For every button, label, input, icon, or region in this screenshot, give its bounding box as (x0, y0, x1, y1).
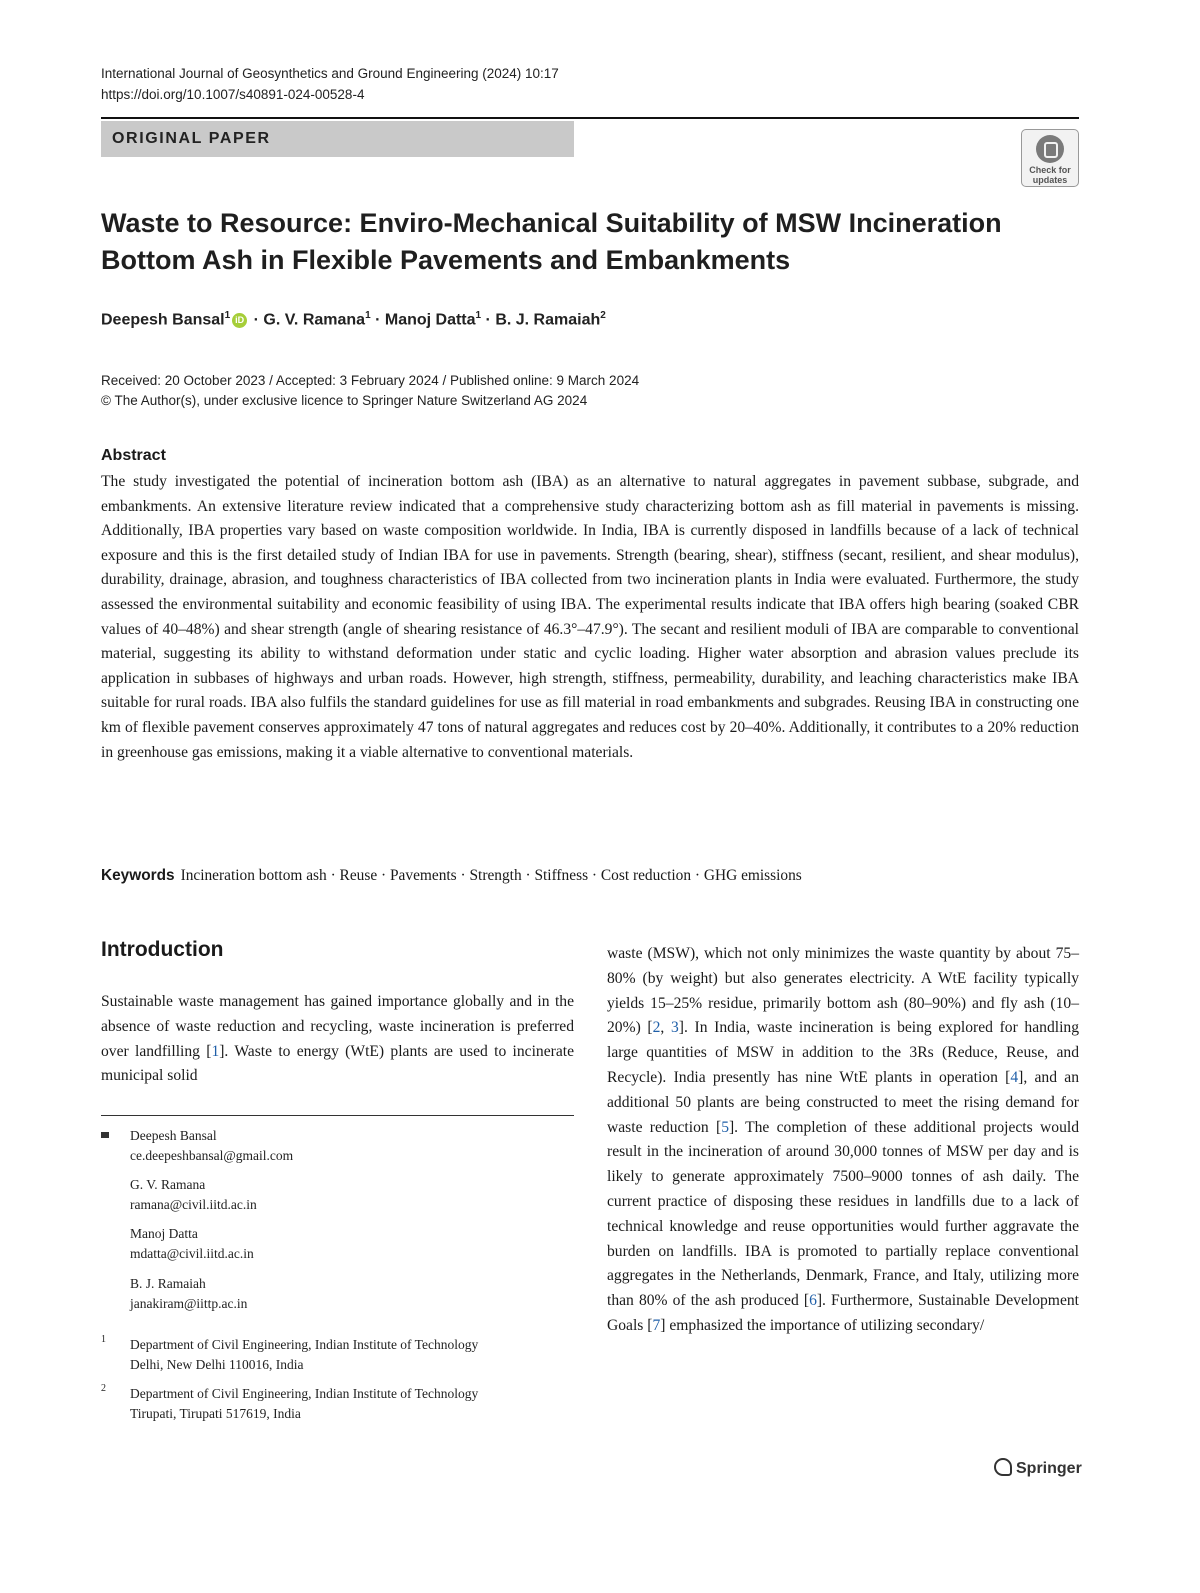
journal-header (101, 63, 559, 105)
publication-dates (101, 371, 639, 411)
body-text: ], and an additional 50 plants are being constructed to meet the rising demand for waste reduction [ (607, 1068, 1079, 1136)
contact-block (130, 1274, 247, 1314)
body-text: , (660, 1019, 671, 1037)
history-dates: Received: 20 October 2023 / Accepted: 3 February 2024 / Published online: 9 March 2024 (101, 373, 640, 388)
contact-name: B. J. Ramaiah (130, 1276, 206, 1291)
author-affiliation-mark: 1 (475, 310, 482, 321)
journal-citation: International Journal of Geosynthetics and Ground Engineering (2024) 10:17 (101, 66, 559, 81)
envelope-icon (101, 1132, 109, 1138)
header-rule (101, 117, 1079, 119)
keywords-label: Keywords (101, 867, 175, 884)
citation-link[interactable]: 4 (1010, 1068, 1019, 1086)
springer-horse-icon (994, 1458, 1012, 1476)
author-affiliation-mark: 1 (365, 310, 371, 321)
introduction-heading: Introduction (101, 938, 224, 961)
contact-block (130, 1224, 254, 1264)
springer-logo (994, 1458, 1082, 1478)
footnote-rule (101, 1115, 574, 1116)
body-text: Sustainable waste management has gained importance globally and in the absence of waste reduction and recycling, waste incineration is preferred over landfilling [ (101, 993, 574, 1060)
citation-link[interactable]: 2 (652, 1019, 661, 1037)
contact-email[interactable]: janakiram@iittp.ac.in (130, 1296, 248, 1311)
affiliation-number: 1 (101, 1334, 106, 1345)
contact-name: G. V. Ramana (130, 1177, 206, 1192)
check-for-updates-badge[interactable] (1021, 129, 1079, 187)
author-name: B. J. Ramaiah (495, 311, 601, 329)
check-updates-icon (1036, 135, 1064, 163)
contact-block (130, 1126, 293, 1166)
abstract-text: The study investigated the potential of incineration bottom ash (IBA) as an alternative to natural aggregates in pavement subbase, subgrade, and embankments. An extensive literature review indicated that a comprehensive study characterizing bottom ash as fill material in pavements is missing. Additionally, IBA properties vary based on waste composition worldwide. In India, IBA is currently disposed in landfills because of a lack of technical exposure and this is the first detailed study of Indian IBA for use in pavements. Strength (bearing, shear), stiffness (secant, resilient, and shear modulus), durability, drainage, abrasion, and toughness characteristics of IBA collected from two incineration plants in India were evaluated. Furthermore, the study assessed the environmental suitability and economic feasibility of using IBA. The experimental results indicate that IBA offers high bearing (soaked CBR values of 40–48%) and shear strength (angle of shearing resistance of 46.3°–47.9°). The secant and resilient moduli of IBA are comparable to conventional material, suggesting its ability to withstand deformation under static and cyclic loading. Higher water absorption and abrasion values preclude its application in subbases of highways and urban roads. However, high strength, stiffness, permeability, durability, and leaching characteristics make IBA suitable for rural roads. IBA also fulfils the standard guidelines for use as fill material in road embankments and subgrades. Reusing IBA in constructing one km of flexible pavement conserves approximately 47 tons of natural aggregates and reduces cost by 20–40%. Additionally, it contributes to a 20% reduction in greenhouse gas emissions, making it a viable alternative to conventional materials. (101, 473, 1079, 761)
doi-link[interactable]: https://doi.org/10.1007/s40891-024-00528-4 (101, 87, 365, 102)
author-affiliation-mark: 2 (600, 310, 606, 321)
author-name: G. V. Ramana (263, 311, 366, 329)
body-text: ]. Waste to energy (WtE) plants are used to incinerate municipal solid (101, 1042, 574, 1085)
author-list: Deepesh Bansal$^1$ iD · G. V. Ramana$^1$ · Manoj Datta$^1$ · B. J. Ramaiah$^2$ (101, 310, 606, 329)
citation-link[interactable]: 3 (670, 1019, 679, 1037)
contact-email[interactable]: ramana@civil.iitd.ac.in (130, 1197, 257, 1212)
section-label: ORIGINAL PAPER (101, 121, 574, 157)
body-text: ]. Furthermore, Sustainable Development Goals [ (607, 1292, 1079, 1334)
author-affiliation-mark: 1 (224, 310, 231, 321)
contact-email[interactable]: ce.deepeshbansal@gmail.com (130, 1148, 294, 1163)
citation-link[interactable]: 7 (652, 1316, 661, 1334)
copyright-line: © The Author(s), under exclusive licence to Springer Nature Switzerland AG 2024 (101, 393, 588, 408)
contact-email[interactable]: mdatta@civil.iitd.ac.in (130, 1246, 254, 1261)
citation-link[interactable]: 1 (211, 1042, 220, 1060)
author-name: Deepesh Bansal (101, 311, 225, 329)
body-text: ]. In India, waste incineration is being explored for handling large quantities of MSW in addition to the 3Rs (Reduce, Reuse, and Recycle). India presently has nine WtE plants in operation [ (607, 1019, 1079, 1086)
contact-block (130, 1175, 257, 1215)
paper-title: Waste to Resource: Enviro-Mechanical Suitability of MSW Incineration Bottom Ash in Flexible Pavements and Embankments (101, 208, 1002, 275)
body-text: ] emphasized the importance of utilizing secondary/ (660, 1316, 985, 1334)
body-text: waste (MSW), which not only minimizes the waste quantity by about 75–80% (by weight) but also generates electricity. A WtE facility typically yields 15–25% residue, primarily bottom ash (80–90%) and fly ash (10–20%) [ (607, 945, 1079, 1037)
affiliation-number: 2 (101, 1383, 106, 1394)
introduction-column-right (607, 942, 1079, 1339)
body-text: ]. The completion of these additional projects would result in the incineration of around 30,000 tonnes of MSW per day and is likely to generate approximately 7500–9000 tonnes of ash daily. The current practice of disposing these residues in landfills due to a lack of technical knowledge and reuse opportunities would further aggravate the burden on landfills. IBA is promoted to partially replace conventional aggregates in the Netherlands, Denmark, France, and Italy, utilizing more than 80% of the ash produced [ (607, 1118, 1079, 1310)
author-name: Manoj Datta (384, 311, 476, 329)
affiliation-text: Department of Civil Engineering, Indian Institute of Technology Tirupati, Tirupati 517619, India (130, 1386, 479, 1421)
keywords-list: Incineration bottom ash · Reuse · Pavements · Strength · Stiffness · Cost reduction · GHG emissions (180, 867, 802, 884)
introduction-column-left (101, 990, 574, 1089)
check-updates-label: Check for updates (1029, 165, 1071, 185)
affiliation-text: Department of Civil Engineering, Indian Institute of Technology Delhi, New Delhi 110016, India (130, 1337, 479, 1372)
orcid-icon[interactable]: iD (232, 313, 247, 328)
abstract-heading: Abstract (101, 447, 166, 464)
citation-link[interactable]: 6 (809, 1292, 817, 1310)
keywords (101, 867, 802, 885)
citation-link[interactable]: 5 (721, 1118, 729, 1136)
contact-name: Manoj Datta (130, 1226, 198, 1241)
publisher-name: Springer (1016, 1460, 1082, 1477)
contact-name: Deepesh Bansal (130, 1128, 217, 1143)
